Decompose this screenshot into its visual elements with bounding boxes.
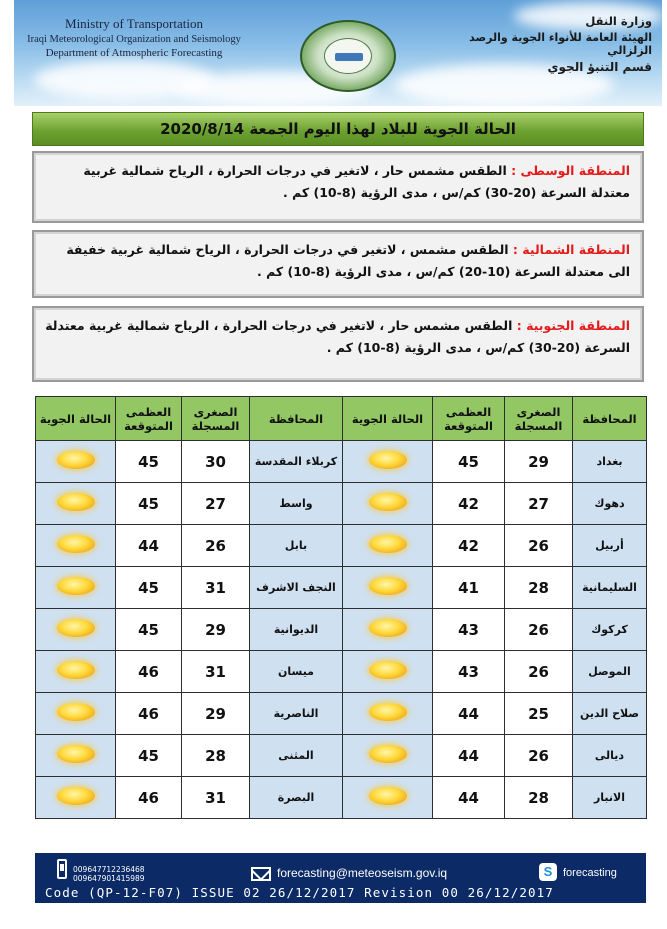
region-text: الطقس مشمس حار ، لاتغير في درجات الحرارة ، الرياح شمالية غربية معتدلة السرعة (20-30) كم/س ، مدى الرؤية (8-10) كم .	[45, 318, 630, 355]
max-temp-cell: 45	[433, 441, 505, 483]
region-name: المنطقة الجنوبية :	[516, 318, 630, 333]
condition-cell	[36, 777, 116, 819]
governorate-cell: صلاح الدين	[573, 693, 647, 735]
sun-icon	[369, 451, 407, 469]
region-southern	[32, 306, 644, 382]
max-temp-cell: 41	[433, 567, 505, 609]
condition-cell	[343, 567, 433, 609]
weather-table	[35, 396, 647, 819]
region-name: المنطقة الشمالية :	[512, 242, 630, 257]
table-row	[36, 609, 647, 651]
condition-cell	[343, 609, 433, 651]
mail-icon	[251, 867, 271, 881]
min-temp-cell: 28	[182, 735, 250, 777]
table-row	[36, 693, 647, 735]
department-name-ar: قسم التنبؤ الجوي	[547, 60, 652, 74]
max-temp-cell: 46	[116, 777, 182, 819]
table-row	[36, 567, 647, 609]
header-min: الصغرى المسجلة	[505, 397, 573, 441]
organization-logo	[300, 20, 396, 92]
max-temp-cell: 44	[433, 777, 505, 819]
skype-handle[interactable]: forecasting	[563, 867, 617, 879]
min-temp-cell: 26	[182, 525, 250, 567]
region-text: الطقس مشمس ، لاتغير في درجات الحرارة ، الرياح شمالية غربية خفيفة الى معتدلة السرعة (10-20) كم/س ، مدى الرؤية (8-10) كم .	[66, 242, 630, 279]
header-governorate: المحافظة	[573, 397, 647, 441]
region-name: المنطقة الوسطى :	[511, 163, 630, 178]
governorate-cell: ديالى	[573, 735, 647, 777]
governorate-cell: البصرة	[250, 777, 343, 819]
email-link[interactable]: forecasting@meteoseism.gov.iq	[277, 866, 448, 880]
table-row	[36, 777, 647, 819]
sun-icon	[369, 493, 407, 511]
sun-icon	[57, 787, 95, 805]
condition-cell	[343, 525, 433, 567]
header-max: العظمى المتوقعة	[433, 397, 505, 441]
sun-icon	[57, 577, 95, 595]
condition-cell	[36, 651, 116, 693]
header-governorate: المحافظة	[250, 397, 343, 441]
sun-icon	[369, 703, 407, 721]
organization-name-ar: الهيئة العامة للأنواء الجوية والرصد الزلزالي	[469, 31, 652, 57]
max-temp-cell: 46	[116, 693, 182, 735]
phone-number[interactable]: 009647712236468	[73, 865, 145, 874]
table-row	[36, 525, 647, 567]
header-condition: الحالة الجوية	[36, 397, 116, 441]
phone-icon	[57, 859, 67, 879]
sun-icon	[57, 661, 95, 679]
governorate-cell: كركوك	[573, 609, 647, 651]
min-temp-cell: 27	[505, 483, 573, 525]
governorate-cell: أربيل	[573, 525, 647, 567]
condition-cell	[343, 483, 433, 525]
governorate-cell: كربلاء المقدسة	[250, 441, 343, 483]
min-temp-cell: 30	[182, 441, 250, 483]
sun-icon	[57, 703, 95, 721]
max-temp-cell: 45	[116, 567, 182, 609]
phone-number[interactable]: 009647901415989	[73, 874, 145, 883]
condition-cell	[36, 525, 116, 567]
condition-cell	[343, 693, 433, 735]
min-temp-cell: 26	[505, 651, 573, 693]
condition-cell	[36, 735, 116, 777]
min-temp-cell: 25	[505, 693, 573, 735]
max-temp-cell: 44	[433, 693, 505, 735]
sun-icon	[57, 451, 95, 469]
table-row	[36, 735, 647, 777]
min-temp-cell: 29	[505, 441, 573, 483]
governorate-cell: دهوك	[573, 483, 647, 525]
max-temp-cell: 46	[116, 651, 182, 693]
condition-cell	[36, 567, 116, 609]
governorate-cell: السليمانية	[573, 567, 647, 609]
governorate-cell: بابل	[250, 525, 343, 567]
max-temp-cell: 42	[433, 483, 505, 525]
table-header-row	[36, 397, 647, 441]
max-temp-cell: 43	[433, 609, 505, 651]
max-temp-cell: 45	[116, 441, 182, 483]
condition-cell	[36, 483, 116, 525]
table-row	[36, 441, 647, 483]
condition-cell	[343, 777, 433, 819]
governorate-cell: الديوانية	[250, 609, 343, 651]
page-title: الحالة الجوية للبلاد لهذا اليوم الجمعة 2020/8/14	[32, 112, 644, 146]
condition-cell	[36, 609, 116, 651]
sun-icon	[57, 493, 95, 511]
header-english	[24, 16, 244, 59]
header-min: الصغرى المسجلة	[182, 397, 250, 441]
min-temp-cell: 26	[505, 735, 573, 777]
condition-cell	[36, 693, 116, 735]
header-arabic	[422, 14, 652, 74]
governorate-cell: الموصل	[573, 651, 647, 693]
max-temp-cell: 44	[433, 735, 505, 777]
min-temp-cell: 31	[182, 567, 250, 609]
sun-icon	[369, 619, 407, 637]
condition-cell	[343, 651, 433, 693]
sun-icon	[369, 535, 407, 553]
sun-icon	[369, 577, 407, 595]
table-row	[36, 483, 647, 525]
ministry-name-en: Ministry of Transportation	[65, 16, 203, 31]
phone-numbers	[73, 865, 145, 883]
min-temp-cell: 29	[182, 693, 250, 735]
department-name-en: Department of Atmospheric Forecasting	[45, 47, 223, 59]
condition-cell	[343, 735, 433, 777]
header-condition: الحالة الجوية	[343, 397, 433, 441]
max-temp-cell: 44	[116, 525, 182, 567]
region-northern	[32, 230, 644, 298]
sun-icon	[57, 535, 95, 553]
governorate-cell: المثنى	[250, 735, 343, 777]
min-temp-cell: 31	[182, 777, 250, 819]
sun-icon	[369, 745, 407, 763]
ministry-name-ar: وزارة النقل	[585, 14, 652, 28]
header-max: العظمى المتوقعة	[116, 397, 182, 441]
governorate-cell: واسط	[250, 483, 343, 525]
footer-bar	[35, 853, 646, 903]
document-code: Code (QP-12-F07) ISSUE 02 26/12/2017 Revision 00 26/12/2017	[45, 885, 554, 900]
min-temp-cell: 28	[505, 567, 573, 609]
max-temp-cell: 45	[116, 735, 182, 777]
table-row	[36, 651, 647, 693]
max-temp-cell: 43	[433, 651, 505, 693]
governorate-cell: بغداد	[573, 441, 647, 483]
governorate-cell: الناصرية	[250, 693, 343, 735]
min-temp-cell: 29	[182, 609, 250, 651]
condition-cell	[36, 441, 116, 483]
skype-icon: S	[539, 863, 557, 881]
min-temp-cell: 28	[505, 777, 573, 819]
min-temp-cell: 31	[182, 651, 250, 693]
min-temp-cell: 27	[182, 483, 250, 525]
min-temp-cell: 26	[505, 525, 573, 567]
header-banner	[14, 0, 662, 106]
organization-name-en: Iraqi Meteorological Organization and Seismology	[27, 34, 241, 45]
sun-icon	[369, 787, 407, 805]
region-text: الطقس مشمس حار ، لاتغير في درجات الحرارة ، الرياح شمالية غربية معتدلة السرعة (20-30) كم/س ، مدى الرؤية (8-10) كم .	[83, 163, 630, 200]
max-temp-cell: 42	[433, 525, 505, 567]
condition-cell	[343, 441, 433, 483]
max-temp-cell: 45	[116, 483, 182, 525]
sun-icon	[57, 745, 95, 763]
governorate-cell: ميسان	[250, 651, 343, 693]
sun-icon	[369, 661, 407, 679]
min-temp-cell: 26	[505, 609, 573, 651]
governorate-cell: الانبار	[573, 777, 647, 819]
max-temp-cell: 45	[116, 609, 182, 651]
sun-icon	[57, 619, 95, 637]
region-central	[32, 151, 644, 223]
governorate-cell: النجف الاشرف	[250, 567, 343, 609]
